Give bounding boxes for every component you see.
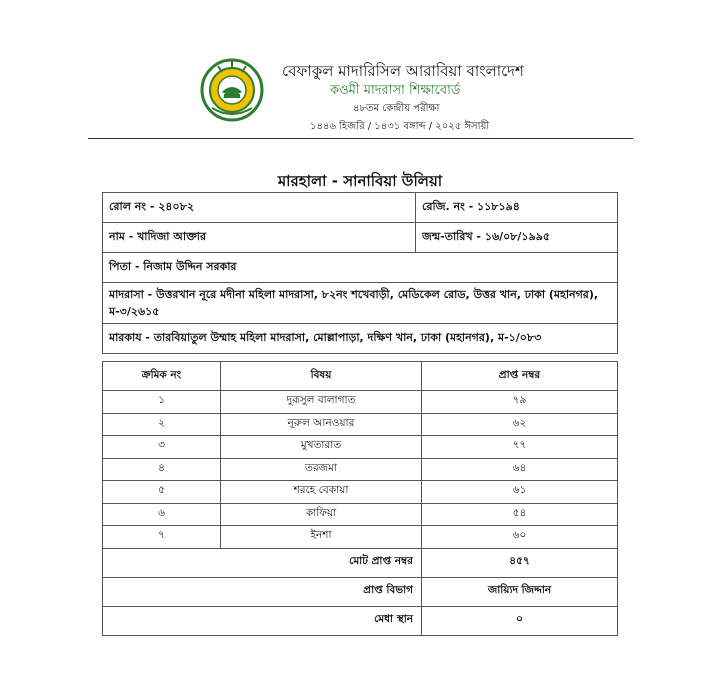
merit-label: মেধা স্থান — [103, 606, 422, 635]
table-row — [103, 503, 618, 526]
table-row — [103, 391, 618, 414]
column-header-marks: প্রাপ্ত নম্বর — [422, 362, 618, 391]
serial-cell: ৫ — [103, 481, 221, 504]
roll-number: রোল নং - ২৪০৮২ — [103, 193, 416, 223]
merit-row — [103, 606, 618, 635]
board-logo-icon — [200, 58, 264, 122]
mark-cell: ৬৪ — [422, 458, 618, 481]
markaz-name: মারকায - তারবিয়াতুল উম্মাহ মহিলা মাদরাসা, মোল্লাপাড়া, দক্ষিণ খান, ঢাকা (মহানগর), ম-১/০৮৩ — [103, 324, 618, 354]
subject-cell: মুখতারাত — [221, 436, 422, 459]
serial-cell: ৪ — [103, 458, 221, 481]
serial-cell: ৬ — [103, 503, 221, 526]
registration-number: রেজি. নং - ১১৮১৯৪ — [416, 193, 618, 223]
division-label: প্রাপ্ত বিভাগ — [103, 577, 422, 606]
org-name: বেফাকুল মাদারিসিল আরাবিয়া বাংলাদেশ — [282, 62, 524, 80]
mark-cell: ৫৪ — [422, 503, 618, 526]
table-row — [103, 436, 618, 459]
division-row — [103, 577, 618, 606]
mark-cell: ৬১ — [422, 481, 618, 504]
exam-years: ১৪৪৬ হিজরি / ১৪৩১ বঙ্গাব্দ / ২০২৫ ঈসায়ী — [310, 121, 490, 132]
total-value: ৪৫৭ — [422, 548, 618, 577]
table-row — [103, 413, 618, 436]
subject-cell: নূরুল আনওয়ার — [221, 413, 422, 436]
subject-cell: তরজমা — [221, 458, 422, 481]
student-info-table — [102, 192, 618, 354]
total-label: মোট প্রাপ্ত নম্বর — [103, 548, 422, 577]
serial-cell: ২ — [103, 413, 221, 436]
serial-cell: ৭ — [103, 526, 221, 549]
table-row — [103, 526, 618, 549]
total-row — [103, 548, 618, 577]
merit-value: ০ — [422, 606, 618, 635]
table-row — [103, 481, 618, 504]
division-value: জায়্যিদ জিদ্দান — [422, 577, 618, 606]
marks-table — [102, 361, 618, 636]
table-row — [103, 458, 618, 481]
mark-cell: ৬০ — [422, 526, 618, 549]
madrasa-name: মাদরাসা - উত্তরখান নূরে মদীনা মহিলা মাদরাসা, ৮২নং শখেবাড়ী, মেডিকেল রোড, উত্তর খান, ঢাকা (মহানগর), ম-৩/২৬১৫ — [103, 283, 618, 324]
mark-cell: ৭৭ — [422, 436, 618, 459]
org-subtitle: কওমী মাদরাসা শিক্ষাবোর্ড — [330, 83, 461, 98]
subject-cell: শরহে বেকায়া — [221, 481, 422, 504]
column-header-serial: ক্রমিক নং — [103, 362, 221, 391]
exam-title: ৪৮তম কেন্দ্রীয় পরীক্ষা — [353, 103, 440, 114]
father-name: পিতা - নিজাম উদ্দিন সরকার — [103, 253, 618, 283]
subject-cell: ইনশা — [221, 526, 422, 549]
column-header-subject: বিষয় — [221, 362, 422, 391]
header-divider — [88, 138, 633, 139]
serial-cell: ১ — [103, 391, 221, 414]
subject-cell: দুরূসুল বালাগাত — [221, 391, 422, 414]
date-of-birth: জন্ম-তারিখ - ১৬/০৮/১৯৯৫ — [416, 223, 618, 253]
mark-cell: ৬২ — [422, 413, 618, 436]
mark-cell: ৭৯ — [422, 391, 618, 414]
header — [0, 0, 720, 140]
subject-cell: কাফিয়া — [221, 503, 422, 526]
marhala-title-text: মারহালা - সানাবিয়া উলিয়া — [277, 172, 443, 190]
student-name: নাম - খাদিজা আক্তার — [103, 223, 416, 253]
serial-cell: ৩ — [103, 436, 221, 459]
